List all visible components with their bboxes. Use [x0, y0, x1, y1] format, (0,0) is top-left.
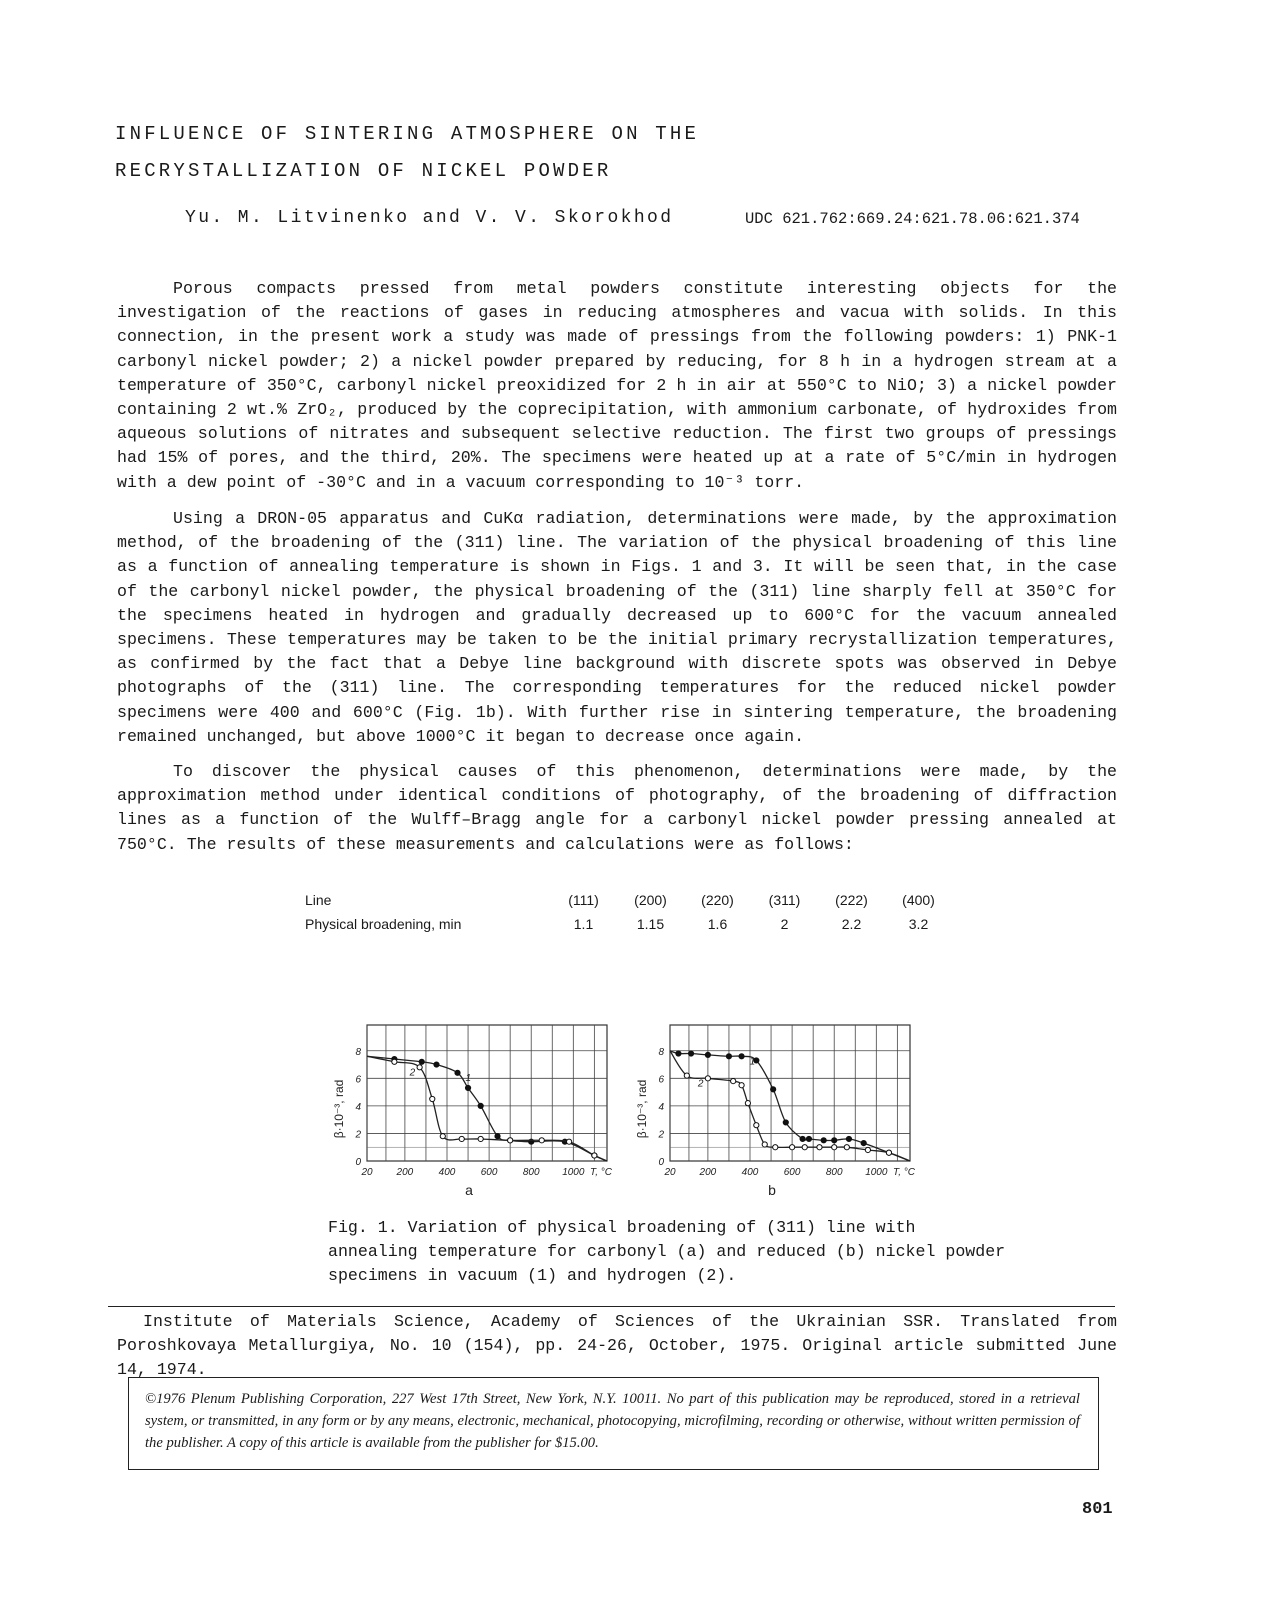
series-1-label: 1: [465, 1072, 472, 1084]
y-tick-label: 4: [355, 1101, 361, 1113]
series-2-point: [844, 1145, 849, 1150]
series-1-point: [419, 1059, 424, 1064]
copyright-box: [128, 1377, 1099, 1470]
table-cell: 1.15: [636, 916, 665, 932]
x-tick-label: 20: [361, 1167, 373, 1178]
figure-caption-text: Fig. 1. Variation of physical broadening of (311) line with annealing temperature for carbonyl (a) and reduced (b) nickel powder specimens in vacuum (1) and hydrogen (2).: [328, 1218, 1006, 1286]
series-1-point: [455, 1070, 460, 1075]
series-2-point: [459, 1136, 464, 1141]
chart-a-svg: [325, 1015, 625, 1205]
series-1-point: [783, 1120, 788, 1125]
series-2-point: [440, 1134, 445, 1139]
series-2-line: [367, 1056, 607, 1161]
series-2-point: [684, 1073, 689, 1078]
paragraph-1: [117, 277, 1117, 495]
x-tick-label: 400: [741, 1167, 759, 1178]
x-tick-label: 200: [396, 1167, 414, 1178]
series-1-point: [478, 1103, 483, 1108]
series-2-point: [790, 1145, 795, 1150]
paragraph-2: [117, 507, 1117, 749]
chart-b-svg: [628, 1015, 928, 1205]
series-2-point: [508, 1138, 513, 1143]
table-cell: (220): [701, 892, 734, 908]
y-tick-label: 4: [658, 1101, 664, 1113]
series-2-point: [392, 1059, 397, 1064]
y-tick-label: 6: [355, 1074, 361, 1086]
table-cell: (111): [568, 892, 599, 908]
series-2-point: [478, 1136, 483, 1141]
x-tick-label: 600: [480, 1167, 498, 1178]
series-2-point: [754, 1123, 759, 1128]
series-2-point: [865, 1147, 870, 1152]
series-1-point: [676, 1051, 681, 1056]
x-axis-label: T, °C: [893, 1167, 915, 1178]
series-1-line: [367, 1056, 607, 1161]
table-row-lines: [305, 888, 952, 912]
y-tick-label: 0: [658, 1157, 664, 1168]
series-1-point: [861, 1140, 866, 1145]
series-2-point: [731, 1078, 736, 1083]
series-1-point: [688, 1051, 693, 1056]
series-2-point: [817, 1145, 822, 1150]
series-2-point: [802, 1145, 807, 1150]
table-cell: (400): [902, 892, 935, 908]
series-1-point: [465, 1085, 470, 1090]
x-tick-label: 20: [664, 1167, 676, 1178]
series-2-label: 2: [697, 1078, 704, 1090]
copyright-text: ©1976 Plenum Publishing Corporation, 227 West 17th Street, New York, N.Y. 10011. No part of this publication may be reproduced, stored in a retrieval system, or transmitted, in any form or by any means, electronic, mechanical, photocopying, microfilming, recording or otherwise, without written permission of the publisher. A copy of this article is available from the publisher for $15.00.: [145, 1391, 1080, 1451]
series-1-label: 1: [749, 1056, 756, 1068]
y-tick-label: 8: [355, 1046, 361, 1058]
table-row-label: Line: [305, 892, 332, 908]
y-tick-label: 2: [658, 1129, 664, 1141]
series-2-point: [539, 1138, 544, 1143]
paragraph-3-text: To discover the physical causes of this phenomenon, determinations were made, by the approximation method under identical conditions of photography, of the broadening of diffraction lines as a function of the Wulff–Bragg angle for a carbonyl nickel powder pressing annealed at 750°C. The results of these measurements and calculations were as follows:: [117, 762, 1117, 854]
series-2-point: [886, 1150, 891, 1155]
series-1-point: [832, 1138, 837, 1143]
table-cell: (200): [634, 892, 667, 908]
series-2-point: [417, 1065, 422, 1070]
table-cell: 1.1: [573, 916, 594, 932]
series-1-point: [705, 1052, 710, 1057]
x-tick-label: 200: [699, 1167, 717, 1178]
y-axis-label: β·10⁻³, rad: [635, 1079, 649, 1139]
series-1-point: [846, 1136, 851, 1141]
y-axis-label: β·10⁻³, rad: [332, 1079, 346, 1139]
series-2-point: [762, 1142, 767, 1147]
paragraph-2-text: Using a DRON-05 apparatus and CuKα radiation, determinations were made, by the approximation method, of the broadening of the (311) line. The variation of the physical broadening of this line as a function of annealing temperature is shown in Figs. 1 and 3. It will be seen that, in the case of the carbonyl nickel powder, the physical broadening of the (311) line sharply fell at 350°C for the specimens heated in hydrogen and gradually decreased up to 600°C for the vacuum annealed specimens. These temperatures may be taken to be the initial primary recrystallization temperatures, as confirmed by the fact that a Debye line background with discrete spots was observed in Debye photographs of the (311) line. The corresponding temperatures for the reduced nickel powder specimens were 400 and 600°C (Fig. 1b). With further rise in sintering temperature, the broadening remained unchanged, but above 1000°C it began to decrease once again.: [117, 509, 1117, 746]
table-row-broadening: [305, 912, 952, 936]
series-1-point: [806, 1136, 811, 1141]
series-2-point: [773, 1145, 778, 1150]
series-1-point: [495, 1134, 500, 1139]
footnote-text: Institute of Materials Science, Academy of Sciences of the Ukrainian SSR. Translated from Poroshkovaya Metallurgiya, No. 10 (154), pp. 24-26, October, 1975. Original article submitted June 14, 1974.: [117, 1312, 1117, 1380]
table-cell: 2: [780, 916, 789, 932]
panel-label: a: [465, 1182, 473, 1198]
table-cell: 2.2: [841, 916, 862, 932]
x-axis-label: T, °C: [590, 1167, 612, 1178]
x-tick-label: 400: [438, 1167, 456, 1178]
series-2-point: [745, 1101, 750, 1106]
x-tick-label: 1000: [865, 1167, 888, 1178]
article-title-line-1: INFLUENCE OF SINTERING ATMOSPHERE ON THE: [115, 123, 700, 145]
figure-1b: [628, 1015, 928, 1205]
series-1-point: [726, 1054, 731, 1059]
series-2-label: 2: [409, 1067, 416, 1079]
page-number: 801: [1082, 1500, 1113, 1519]
panel-label: b: [768, 1182, 776, 1198]
series-1-point: [821, 1138, 826, 1143]
authors: Yu. M. Litvinenko and V. V. Skorokhod: [185, 208, 674, 228]
series-2-point: [705, 1076, 710, 1081]
plot-frame: [670, 1025, 910, 1161]
series-1-point: [800, 1136, 805, 1141]
table-cell: 1.6: [707, 916, 728, 932]
y-tick-label: 2: [355, 1129, 361, 1141]
table-row-label: Physical broadening, min: [305, 916, 462, 932]
x-tick-label: 1000: [562, 1167, 585, 1178]
series-1-point: [771, 1087, 776, 1092]
x-tick-label: 600: [783, 1167, 801, 1178]
table-cell: (311): [768, 892, 801, 908]
footnote: [117, 1310, 1117, 1383]
y-tick-label: 0: [355, 1157, 361, 1168]
series-2-point: [592, 1153, 597, 1158]
series-2-point: [430, 1096, 435, 1101]
article-title-line-2: RECRYSTALLIZATION OF NICKEL POWDER: [115, 160, 612, 182]
udc-code: UDC 621.762:669.24:621.78.06:621.374: [745, 210, 1080, 228]
x-tick-label: 800: [825, 1167, 843, 1178]
series-1-point: [434, 1062, 439, 1067]
footnote-divider: [108, 1306, 1115, 1307]
figure-1a: [325, 1015, 625, 1205]
paragraph-3: [117, 760, 1117, 857]
y-tick-label: 6: [658, 1074, 664, 1086]
y-tick-label: 8: [658, 1046, 664, 1058]
series-2-point: [567, 1139, 572, 1144]
figure-caption: [328, 1216, 1008, 1289]
x-tick-label: 800: [522, 1167, 540, 1178]
series-1-point: [739, 1054, 744, 1059]
series-2-point: [739, 1083, 744, 1088]
table-cell: 3.2: [908, 916, 929, 932]
paragraph-1-text: Porous compacts pressed from metal powders constitute interesting objects for the investigation of the reactions of gases in reducing atmospheres and vacua with solids. In this connection, in the present work a study was made of pressings from the following powders: 1) PNK-1 carbonyl nickel powder; 2) a nickel powder prepared by reducing, for 8 h in a hydrogen stream at a temperature of 350°C, carbonyl nickel preoxidized for 2 h in air at 550°C to NiO; 3) a nickel powder containing 2 wt.% ZrO₂, produced by the coprecipitation, with ammonium carbonate, of hydroxides from aqueous solutions of nitrates and subsequent selective reduction. The first two groups of pressings had 15% of pores, and the third, 20%. The specimens were heated up at a rate of 5°C/min in hydrogen with a dew point of -30°C and in a vacuum corresponding to 10⁻³ torr.: [117, 279, 1117, 492]
table-cell: (222): [835, 892, 868, 908]
series-2-point: [832, 1145, 837, 1150]
broadening-table: [305, 888, 952, 936]
